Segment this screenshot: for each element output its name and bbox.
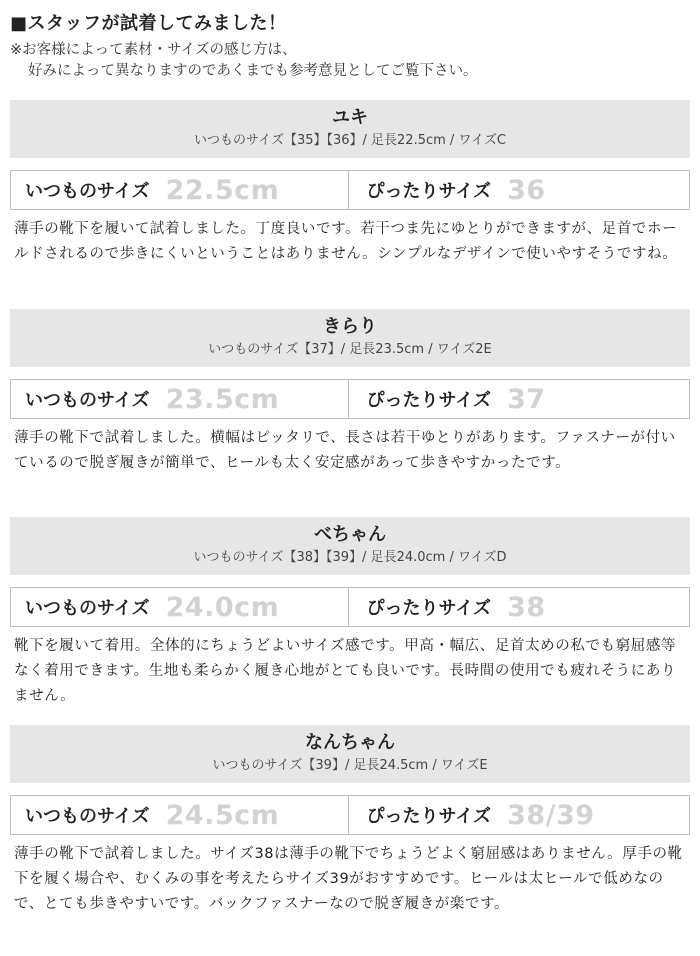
staff-header [10, 725, 690, 783]
usual-size-cell [11, 171, 348, 209]
fit-size-value: 38/39 [507, 799, 595, 831]
usual-size-value: 23.5cm [165, 383, 280, 415]
staff-comment: 薄手の靴下で試着しました。サイズ38は薄手の靴下でちょうどよく窮屈感はありません。厚手の靴下を履く場合や、むくみの事を考えたらサイズ39がおすすめです。ヒールは太ヒールで低めなので、とても歩きやすいです。バックファスナーなので脱ぎ履きが楽です。 [14, 846, 683, 912]
staff-comment: 靴下を履いて着用。全体的にちょうどよいサイズ感です。甲高・幅広、足首太めの私でも窮屈感等なく着用できます。生地も柔らかく履き心地がとても良いです。長時間の使用でも疲れそうにありません。 [14, 638, 677, 704]
fit-size-value: 38 [507, 591, 546, 623]
size-table [10, 170, 690, 210]
staff-review-nanchan [10, 725, 690, 917]
usual-size-cell [11, 796, 348, 834]
staff-info: いつものサイズ【39】/ 足長24.5cm / ワイズE [212, 758, 488, 773]
fit-size-value: 36 [507, 174, 546, 206]
staff-name: なんちゃん [305, 732, 395, 753]
usual-size-value: 24.5cm [165, 799, 280, 831]
staff-header [10, 309, 690, 367]
fit-size-cell [348, 171, 690, 209]
fit-size-label: ぴったりサイズ [366, 390, 492, 411]
staff-info: いつものサイズ【38】【39】/ 足長24.0cm / ワイズD [193, 550, 507, 565]
staff-review-bechan [10, 517, 690, 709]
fit-size-cell [348, 588, 690, 626]
staff-review-yuki [10, 100, 690, 267]
usual-size-label: いつものサイズ [25, 181, 150, 202]
fit-size-cell [348, 796, 690, 834]
staff-info: いつものサイズ【35】【36】/ 足長22.5cm / ワイズC [193, 133, 506, 148]
size-table [10, 795, 690, 835]
fit-size-label: ぴったりサイズ [366, 181, 492, 202]
usual-size-value: 22.5cm [165, 174, 280, 206]
staff-name: きらり [323, 316, 377, 337]
staff-header [10, 100, 690, 158]
fit-size-value: 37 [507, 383, 546, 415]
fit-size-cell [348, 380, 690, 418]
usual-size-label: いつものサイズ [25, 390, 150, 411]
note-line-1: ※お客様によって素材・サイズの感じ方は、 [10, 42, 297, 58]
fit-size-label: ぴったりサイズ [366, 598, 492, 619]
usual-size-label: いつものサイズ [25, 598, 150, 619]
usual-size-cell [11, 380, 348, 418]
staff-name: べちゃん [314, 524, 386, 545]
staff-comment: 薄手の靴下を履いて試着しました。丁度良いです。若干つま先にゆとりができますが、足首でホールドされるので歩きにくいということはありません。シンプルなデザインで使いやすそうですね。 [14, 221, 678, 262]
usual-size-cell [11, 588, 348, 626]
usual-size-value: 24.0cm [165, 591, 280, 623]
size-table [10, 379, 690, 419]
fit-size-label: ぴったりサイズ [366, 806, 492, 827]
staff-header [10, 517, 690, 575]
note-line-2: 好みによって異なりますのであくまでも参考意見としてご覧下さい。 [28, 63, 478, 79]
staff-info: いつものサイズ【37】/ 足長23.5cm / ワイズ2E [208, 342, 492, 357]
page-title: ■スタッフが試着してみました！ [10, 13, 287, 34]
staff-name: ユキ [332, 107, 368, 128]
size-table [10, 587, 690, 627]
usual-size-label: いつものサイズ [25, 806, 150, 827]
disclaimer-note [10, 40, 478, 82]
staff-review-kirari [10, 309, 690, 476]
staff-comment: 薄手の靴下で試着しました。横幅はピッタリで、長さは若干ゆとりがあります。ファスナーが付いているので脱ぎ履きが簡単で、ヒールも太く安定感があって歩きやすかったです。 [14, 430, 676, 471]
